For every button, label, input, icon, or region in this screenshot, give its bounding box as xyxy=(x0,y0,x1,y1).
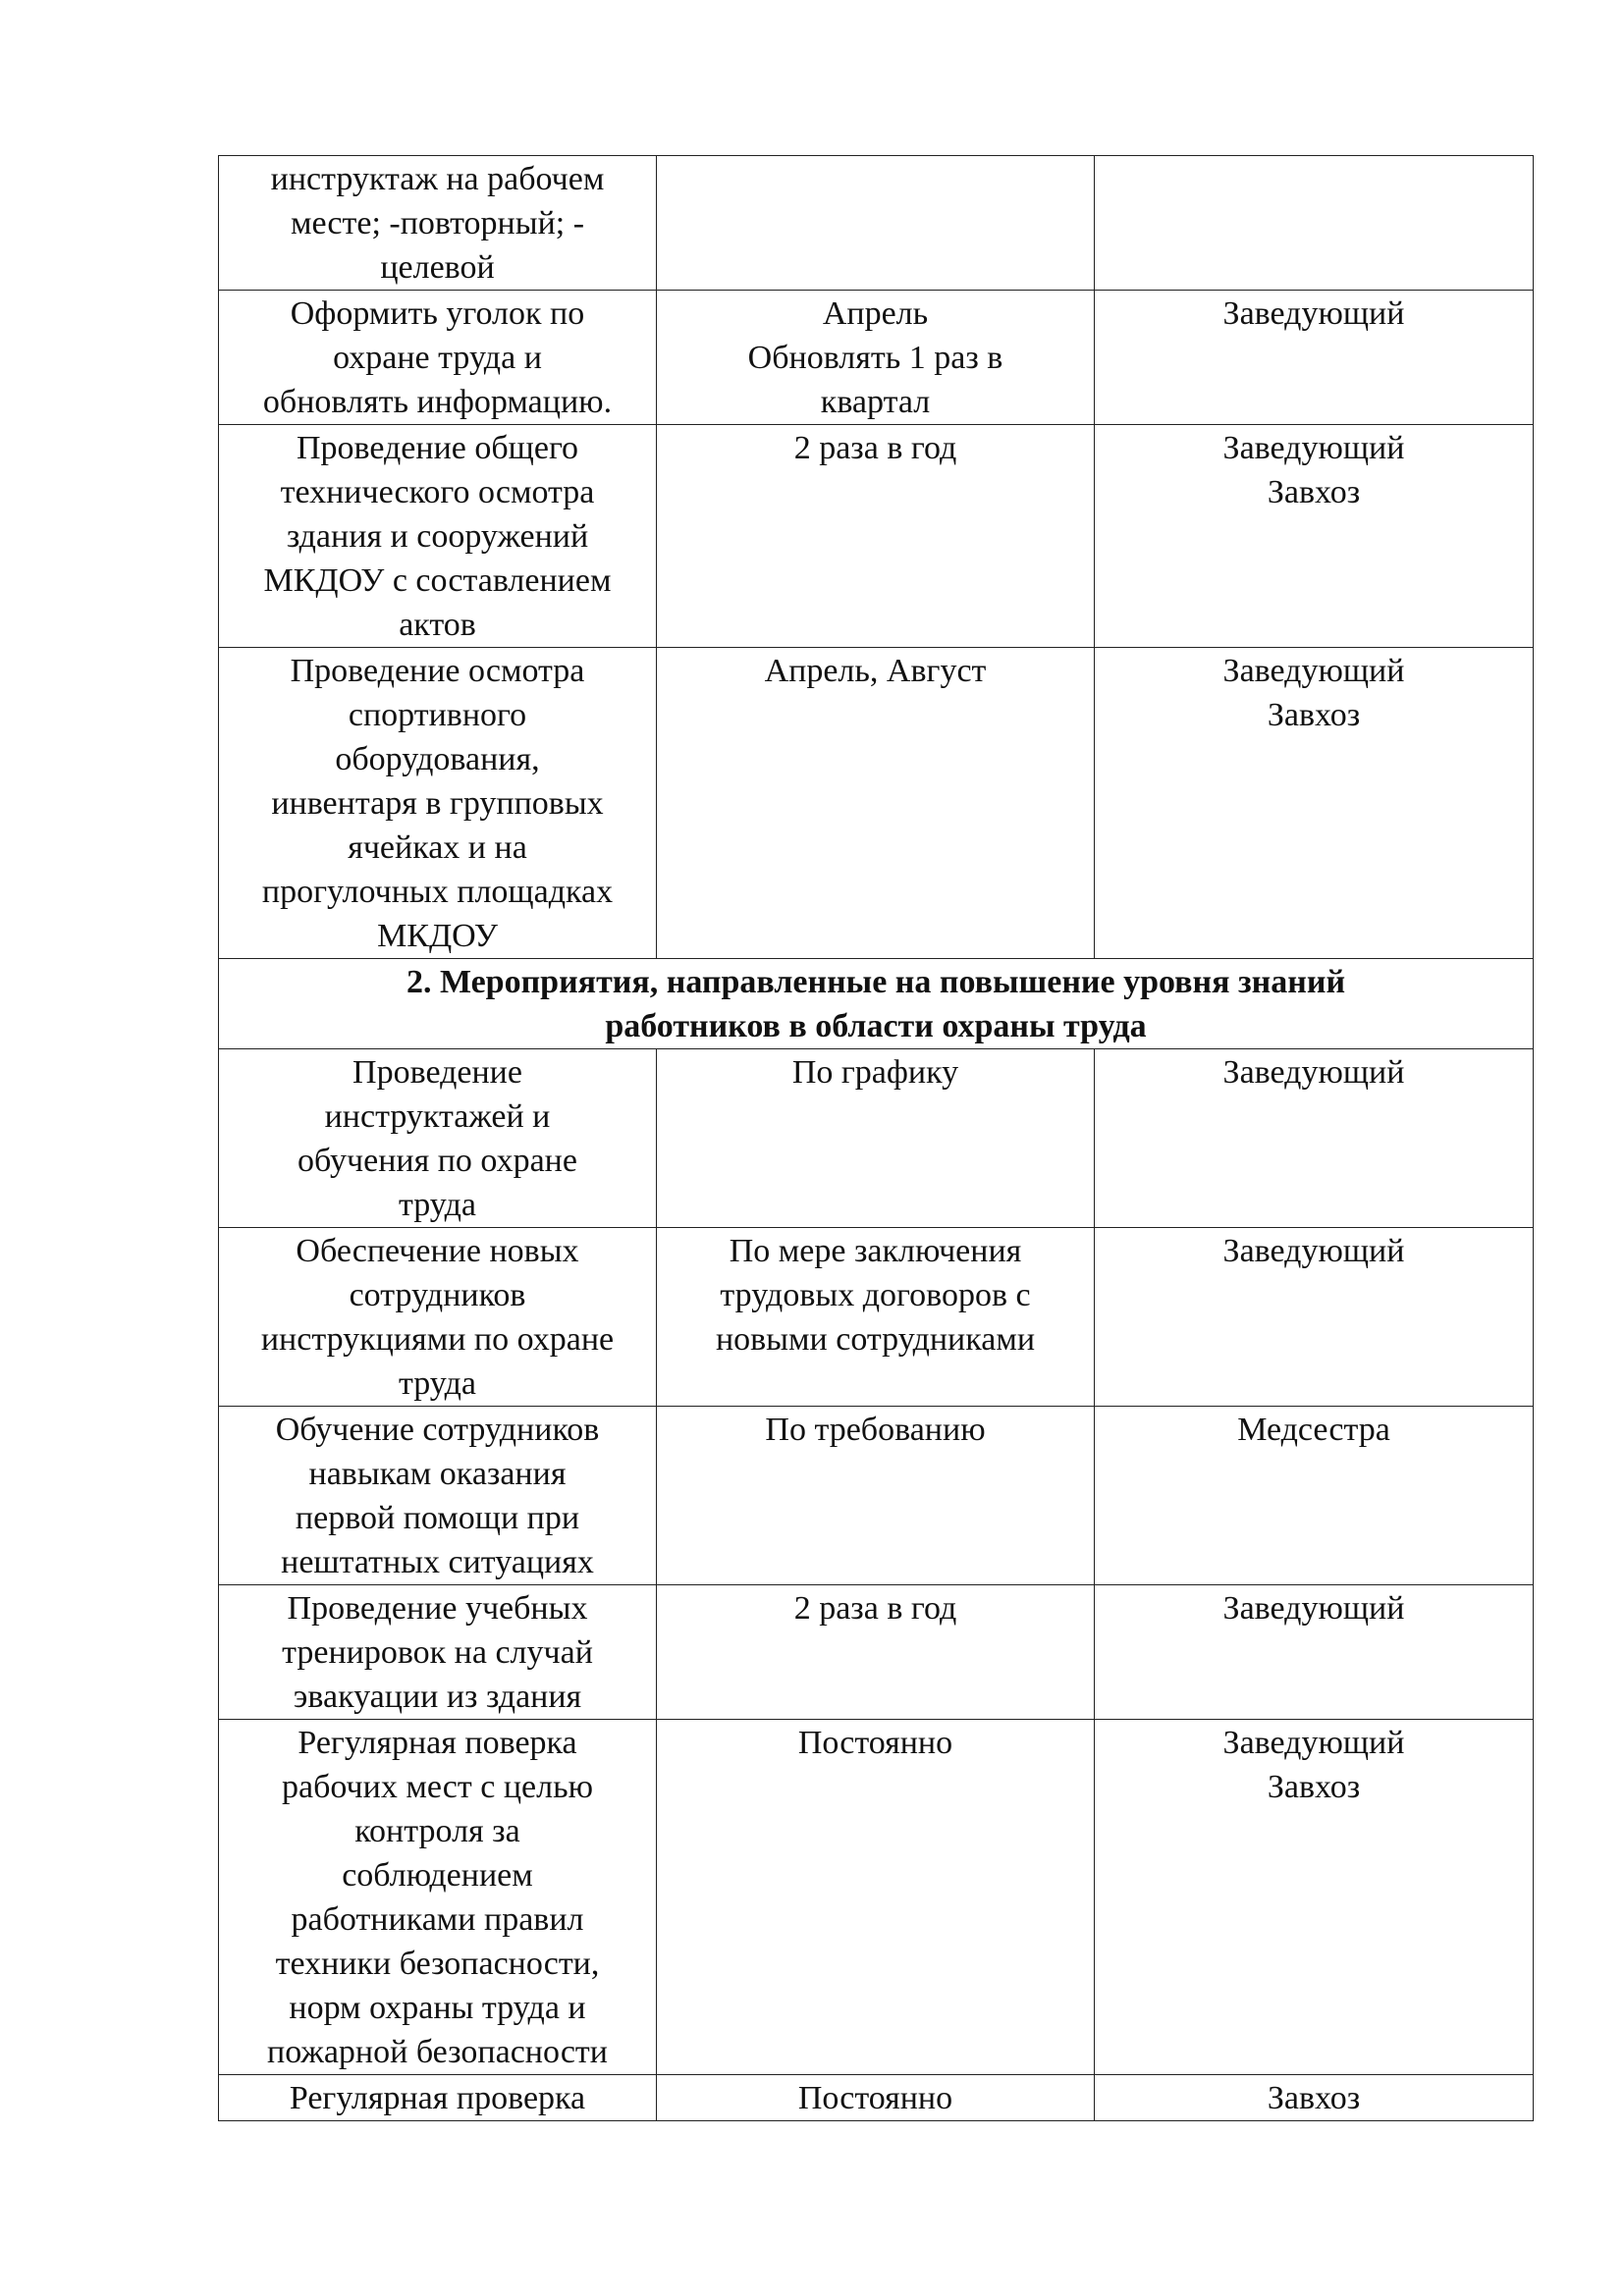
table-row xyxy=(219,1049,1534,1228)
table-row xyxy=(219,425,1534,648)
responsible-cell: Заведующий Завхоз xyxy=(1095,425,1534,648)
labor-safety-plan-table xyxy=(218,155,1534,2121)
responsible-cell: Заведующий Завхоз xyxy=(1095,1720,1534,2075)
section-heading-row xyxy=(219,959,1534,1049)
term-cell: Постоянно xyxy=(657,1720,1095,2075)
responsible-cell: Заведующий xyxy=(1095,1228,1534,1407)
task-cell: Проведение инструктажей и обучения по охране труда xyxy=(219,1049,657,1228)
table-row xyxy=(219,291,1534,425)
table-row xyxy=(219,156,1534,291)
term-cell: По мере заключения трудовых договоров с новыми сотрудниками xyxy=(657,1228,1095,1407)
task-cell: Регулярная поверка рабочих мест с целью контроля за соблюдением работниками правил техники безопасности, норм охраны труда и пожарной безопасности xyxy=(219,1720,657,2075)
responsible-cell: Заведующий xyxy=(1095,1049,1534,1228)
task-cell: Регулярная проверка xyxy=(219,2075,657,2121)
term-cell xyxy=(657,156,1095,291)
task-cell: Проведение общего технического осмотра здания и сооружений МКДОУ с составлением актов xyxy=(219,425,657,648)
responsible-cell: Заведующий xyxy=(1095,1585,1534,1720)
responsible-cell: Медсестра xyxy=(1095,1407,1534,1585)
term-cell: 2 раза в год xyxy=(657,1585,1095,1720)
responsible-cell: Завхоз xyxy=(1095,2075,1534,2121)
term-cell: Апрель Обновлять 1 раз в квартал xyxy=(657,291,1095,425)
term-cell: По графику xyxy=(657,1049,1095,1228)
task-cell: Обучение сотрудников навыкам оказания первой помощи при нештатных ситуациях xyxy=(219,1407,657,1585)
table-row xyxy=(219,2075,1534,2121)
task-cell: инструктаж на рабочем месте; -повторный; - целевой xyxy=(219,156,657,291)
term-cell: 2 раза в год xyxy=(657,425,1095,648)
term-cell: По требованию xyxy=(657,1407,1095,1585)
table-body xyxy=(219,156,1534,2121)
table-row xyxy=(219,648,1534,959)
task-cell: Оформить уголок по охране труда и обновлять информацию. xyxy=(219,291,657,425)
table-row xyxy=(219,1407,1534,1585)
table-row xyxy=(219,1585,1534,1720)
term-cell: Постоянно xyxy=(657,2075,1095,2121)
task-cell: Проведение осмотра спортивного оборудования, инвентаря в групповых ячейках и на прогулочных площадках МКДОУ xyxy=(219,648,657,959)
section-heading: 2. Мероприятия, направленные на повышение уровня знаний работников в области охраны труда xyxy=(219,959,1534,1049)
task-cell: Обеспечение новых сотрудников инструкциями по охране труда xyxy=(219,1228,657,1407)
task-cell: Проведение учебных тренировок на случай эвакуации из здания xyxy=(219,1585,657,1720)
responsible-cell: Заведующий Завхоз xyxy=(1095,648,1534,959)
term-cell: Апрель, Август xyxy=(657,648,1095,959)
responsible-cell: Заведующий xyxy=(1095,291,1534,425)
table-row xyxy=(219,1228,1534,1407)
table-row xyxy=(219,1720,1534,2075)
responsible-cell xyxy=(1095,156,1534,291)
